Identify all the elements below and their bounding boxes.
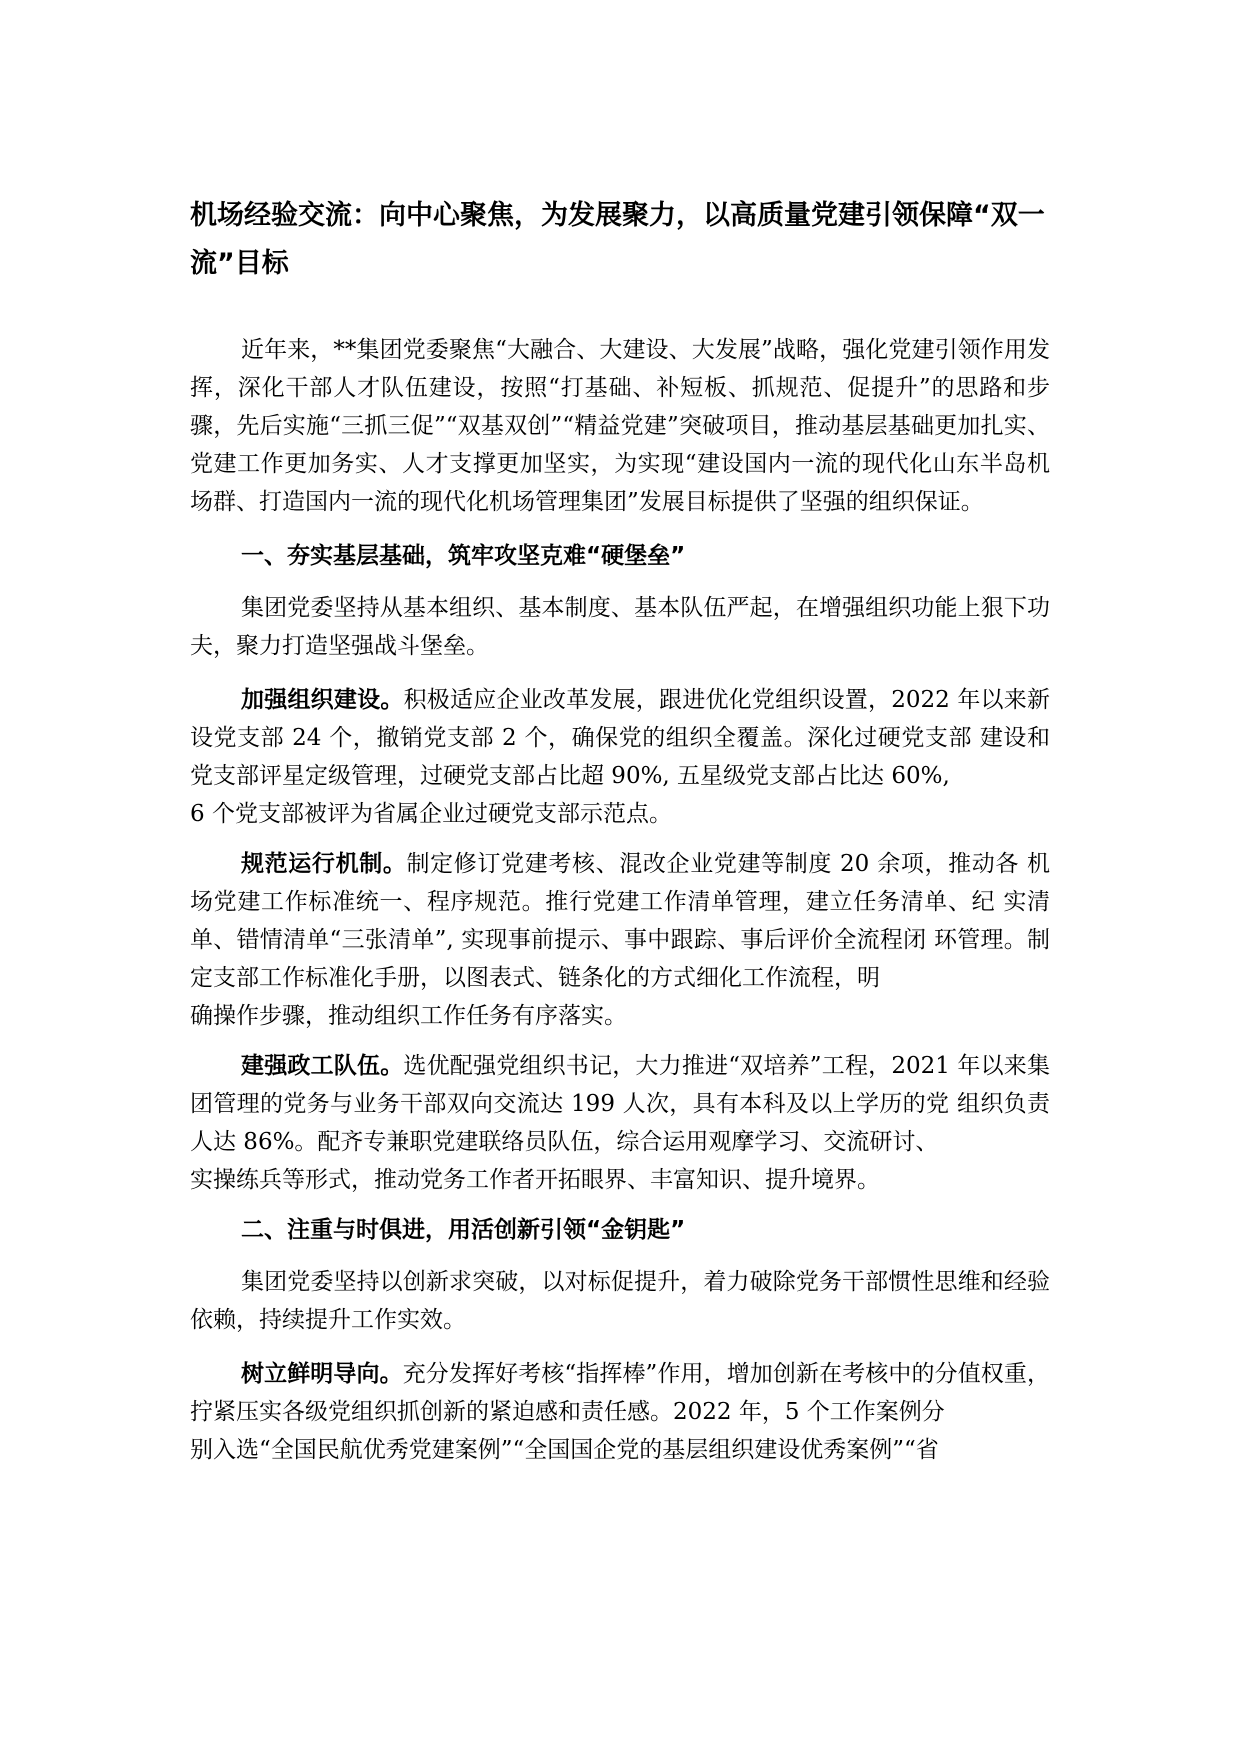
paragraph-body: 积极适应企业改革发展，跟进优化党组织设置，2022 年以来新设党支部 24 个，撤销党支部 2 个，确保党的组织全覆盖。深化过硬党支部 建设和党支部评星定级管理，过硬党支部占比超 90%, 五星级党支部占比达 60%, <box>190 687 1050 789</box>
paragraph-tail: 确操作步骤，推动组织工作任务有序落实。 <box>190 1003 627 1029</box>
paragraph-tail: 别入选“全国民航优秀党建案例”“全国国企党的基层组织建设优秀案例”“省 <box>190 1437 939 1463</box>
section-summary-2: 集团党委坚持以创新求突破，以对标促提升，着力破除党务干部惯性思维和经验依赖，持续提升工作实效。 <box>190 1269 1050 1333</box>
section-heading-1: 一、夯实基层基础，筑牢攻坚克难“硬堡垒” <box>241 543 686 569</box>
paragraph-tail: 6 个党支部被评为省属企业过硬党支部示范点。 <box>190 801 672 827</box>
paragraph-lead: 加强组织建设。 <box>241 687 404 713</box>
paragraph-body: 充分发挥好考核“指挥棒”作用，增加创新在考核中的分值权重，拧紧压实各级党组织抓创新的紧迫感和责任感。2022 年，5 个工作案例分 <box>190 1361 1050 1425</box>
paragraph-lead: 建强政工队伍。 <box>241 1053 404 1079</box>
document-page <box>190 192 1050 1481</box>
section-summary-1: 集团党委坚持从基本组织、基本制度、基本队伍严起，在增强组织功能上狠下功夫，聚力打造坚强战斗堡垒。 <box>190 595 1050 659</box>
document-title: 机场经验交流：向中心聚焦，为发展聚力，以高质量党建引领保障“双一流”目标 <box>190 200 1045 279</box>
paragraph-orientation <box>190 1355 1050 1469</box>
paragraph-mechanism <box>190 845 1050 1035</box>
paragraph-lead: 规范运行机制。 <box>241 851 407 877</box>
paragraph-org-building <box>190 681 1050 833</box>
intro-paragraph: 近年来，**集团党委聚焦“大融合、大建设、大发展”战略，强化党建引领作用发挥，深化干部人才队伍建设，按照“打基础、补短板、抓规范、促提升”的思路和步骤，先后实施“三抓三促”“双基双创”“精益党建”突破项目，推动基层基础更加扎实、党建工作更加务实、人才支撑更加坚实，为实现“建设国内一流的现代化山东半岛机场群、打造国内一流的现代化机场管理集团”发展目标提供了坚强的组织保证。 <box>190 337 1050 515</box>
paragraph-tail: 实操练兵等形式，推动党务工作者开拓眼界、丰富知识、提升境界。 <box>190 1167 880 1193</box>
paragraph-team <box>190 1047 1050 1199</box>
paragraph-body: 选优配强党组织书记，大力推进“双培养”工程，2021 年以来集团管理的党务与业务干部双向交流达 199 人次，具有本科及以上学历的党 组织负责人达 86%。配齐专兼职党建联络员队伍，综合运用观摩学习、交流研讨、 <box>190 1053 1050 1155</box>
paragraph-body: 制定修订党建考核、混改企业党建等制度 20 余项，推动各 机场党建工作标准统一、程序规范。推行党建工作清单管理，建立任务清单、纪 实清单、错情清单“三张清单”, 实现事前提示、事中跟踪、事后评价全流程闭 环管理。制定支部工作标准化手册，以图表式、链条化的方式细化工作流程，明 <box>190 851 1051 991</box>
paragraph-lead: 树立鲜明导向。 <box>241 1361 403 1387</box>
section-heading-2: 二、注重与时俱进，用活创新引领“金钥匙” <box>241 1217 686 1243</box>
